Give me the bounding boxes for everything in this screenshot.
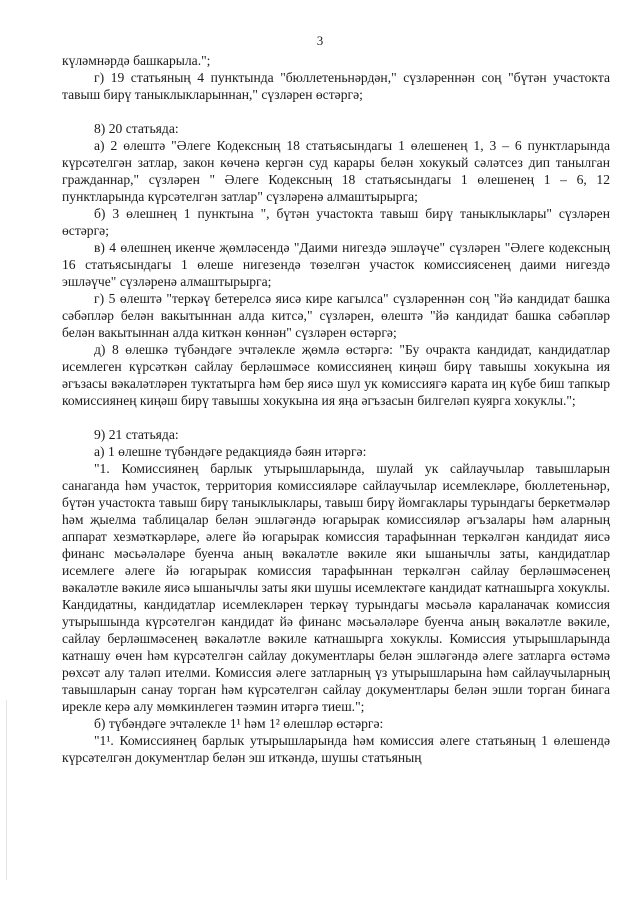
paragraph-p1: күләмнәрдә башкарыла."; (62, 53, 211, 68)
page-number: 3 (316, 33, 324, 48)
paragraph-p5: б) 3 өлешнең 1 пунктына ", бүтән участокта тавыш бирү таныклыклары" сүзләрен өстәргә; (62, 206, 610, 238)
paragraph-p2: г) 19 статьяның 4 пунктында "бюллетеньнәрдән," сүзләреннән соң "бүтән участокта тавыш бирү таныклыкларыннан," сүзләрен өстәргә; (62, 70, 610, 102)
paragraph-gap (62, 103, 610, 120)
paragraph-p13: "1¹. Комиссиянең барлык утырышларында һәм комиссия әлеге статьяның 1 өлешендә күрсәтелгән документлар белән эш иткәндә, шушы статьяның (62, 733, 610, 765)
paragraph-p8: д) 8 өлешкә түбәндәге эчтәлекле җөмлә өстәргә: "Бу очракта кандидат, кандидатлар исемлеген күрсәткән сайлау берләшмәсе комиссиянең киңәш бирү тавышы хокукына ия әгъзасы вәкаләтләрен туктатырга һәм бер яисә шул ук комиссиягә карата иң күбе биш тапкыр комиссиянең киңәш бирү тавышы хокукына ия яңа әгъзасын билгеләп куярга хокуклы."; (62, 342, 610, 408)
paragraph-gap (62, 409, 610, 426)
paragraph-p4: а) 2 өлештә "Әлеге Кодексның 18 статьясындагы 1 өлешенең 1, 3 – 6 пунктларында күрсәтелгән затлар, закон көченә кергән суд карары белән хокукый сәләтсез дип танылган гражданнар," сүзләрен " Әлеге Кодексның 18 статьясындагы 1 өлешенең 1 – 6, 12 пунктларында күрсәтелгән затлар" сүзләренә алмаштырырга; (62, 138, 610, 204)
scan-edge-line (6, 700, 7, 880)
paragraph-p3: 8) 20 статьяда: (94, 121, 179, 136)
paragraph-p7: г) 5 өлештә "теркәү бетерелсә яисә кире кагылса" сүзләреннән соң "йә кандидат башка сәбәпләр белән вакытыннан алда китсә," сүзләрен, өлештә "йә кандидат башка сәбәпләр белән вакытыннан алда киткән көннән" сүзләрен өстәргә; (62, 291, 610, 340)
paragraph-p10: а) 1 өлешне түбәндәге редакциядә бәян итәргә: (94, 444, 367, 459)
paragraph-p11: "1. Комиссиянең барлык утырышларында, шулай ук сайлаучылар тавышларын санаганда һәм участок, территория комиссияләре сайлаучылар исемлекләре, бюллетеньнәр, бүтән участокта тавыш бирү таныклыклары, тавыш бирү йомгаклары турындагы беркетмәләр һәм җыелма таблицалар белән эшләгәндә югарырак комиссияләр әгъзалары һәм аларның аппарат хезмәткәрләре, әлеге йә югарырак комиссия тарафыннан теркәлгән кандидат яисә финанс мәсьәләләре буенча аның вәкаләтле вәкиле яки ышанычлы заты, кандидатлар исемлеге әлеге йә югарырак комиссия тарафыннан теркәлгән сайлау берләшмәсенең вәкаләтле вәкиле яисә ышанычлы заты яки шушы исемлектәге кандидат катнашырга хокуклы. Кандидатны, кандидатлар исемлекләрен теркәү турындагы мәсьәлә караланачак комиссия утырышында күрсәтелгән кандидат йә финанс мәсьәләләре буенча аның вәкаләтле вәкиле, сайлау берләшмәсенең вәкаләтле вәкиле катнашырга хокуклы. Комиссия утырышларында катнашу өчен һәм күрсәтелгән сайлау документлары белән эшләгәндә әлеге затларга өстәмә рөхсәт алу таләп ителми. Комиссия әлеге затларның үз утырышларына һәм сайлаучыларның тавышларын санау торган һәм күрсәтелгән сайлау документлары белән эшли торган бинага ирекле керә алу мөмкинлеген тәэмин итәргә тиеш."; (62, 461, 610, 714)
paragraph-p9: 9) 21 статьяда: (94, 427, 179, 442)
paragraph-p12: б) түбәндәге эчтәлекле 1¹ һәм 1² өлешләр өстәргә: (94, 716, 384, 731)
document-body (62, 52, 610, 766)
paragraph-p6: в) 4 өлешнең икенче җөмләсендә "Даими нигездә эшләүче" сүзләрен "Әлеге кодексның 16 статьясындагы 1 өлеше нигезендә төзелгән участок комиссиясенең даими нигездә эшләүче" сүзләренә алмаштырырга; (62, 240, 610, 289)
